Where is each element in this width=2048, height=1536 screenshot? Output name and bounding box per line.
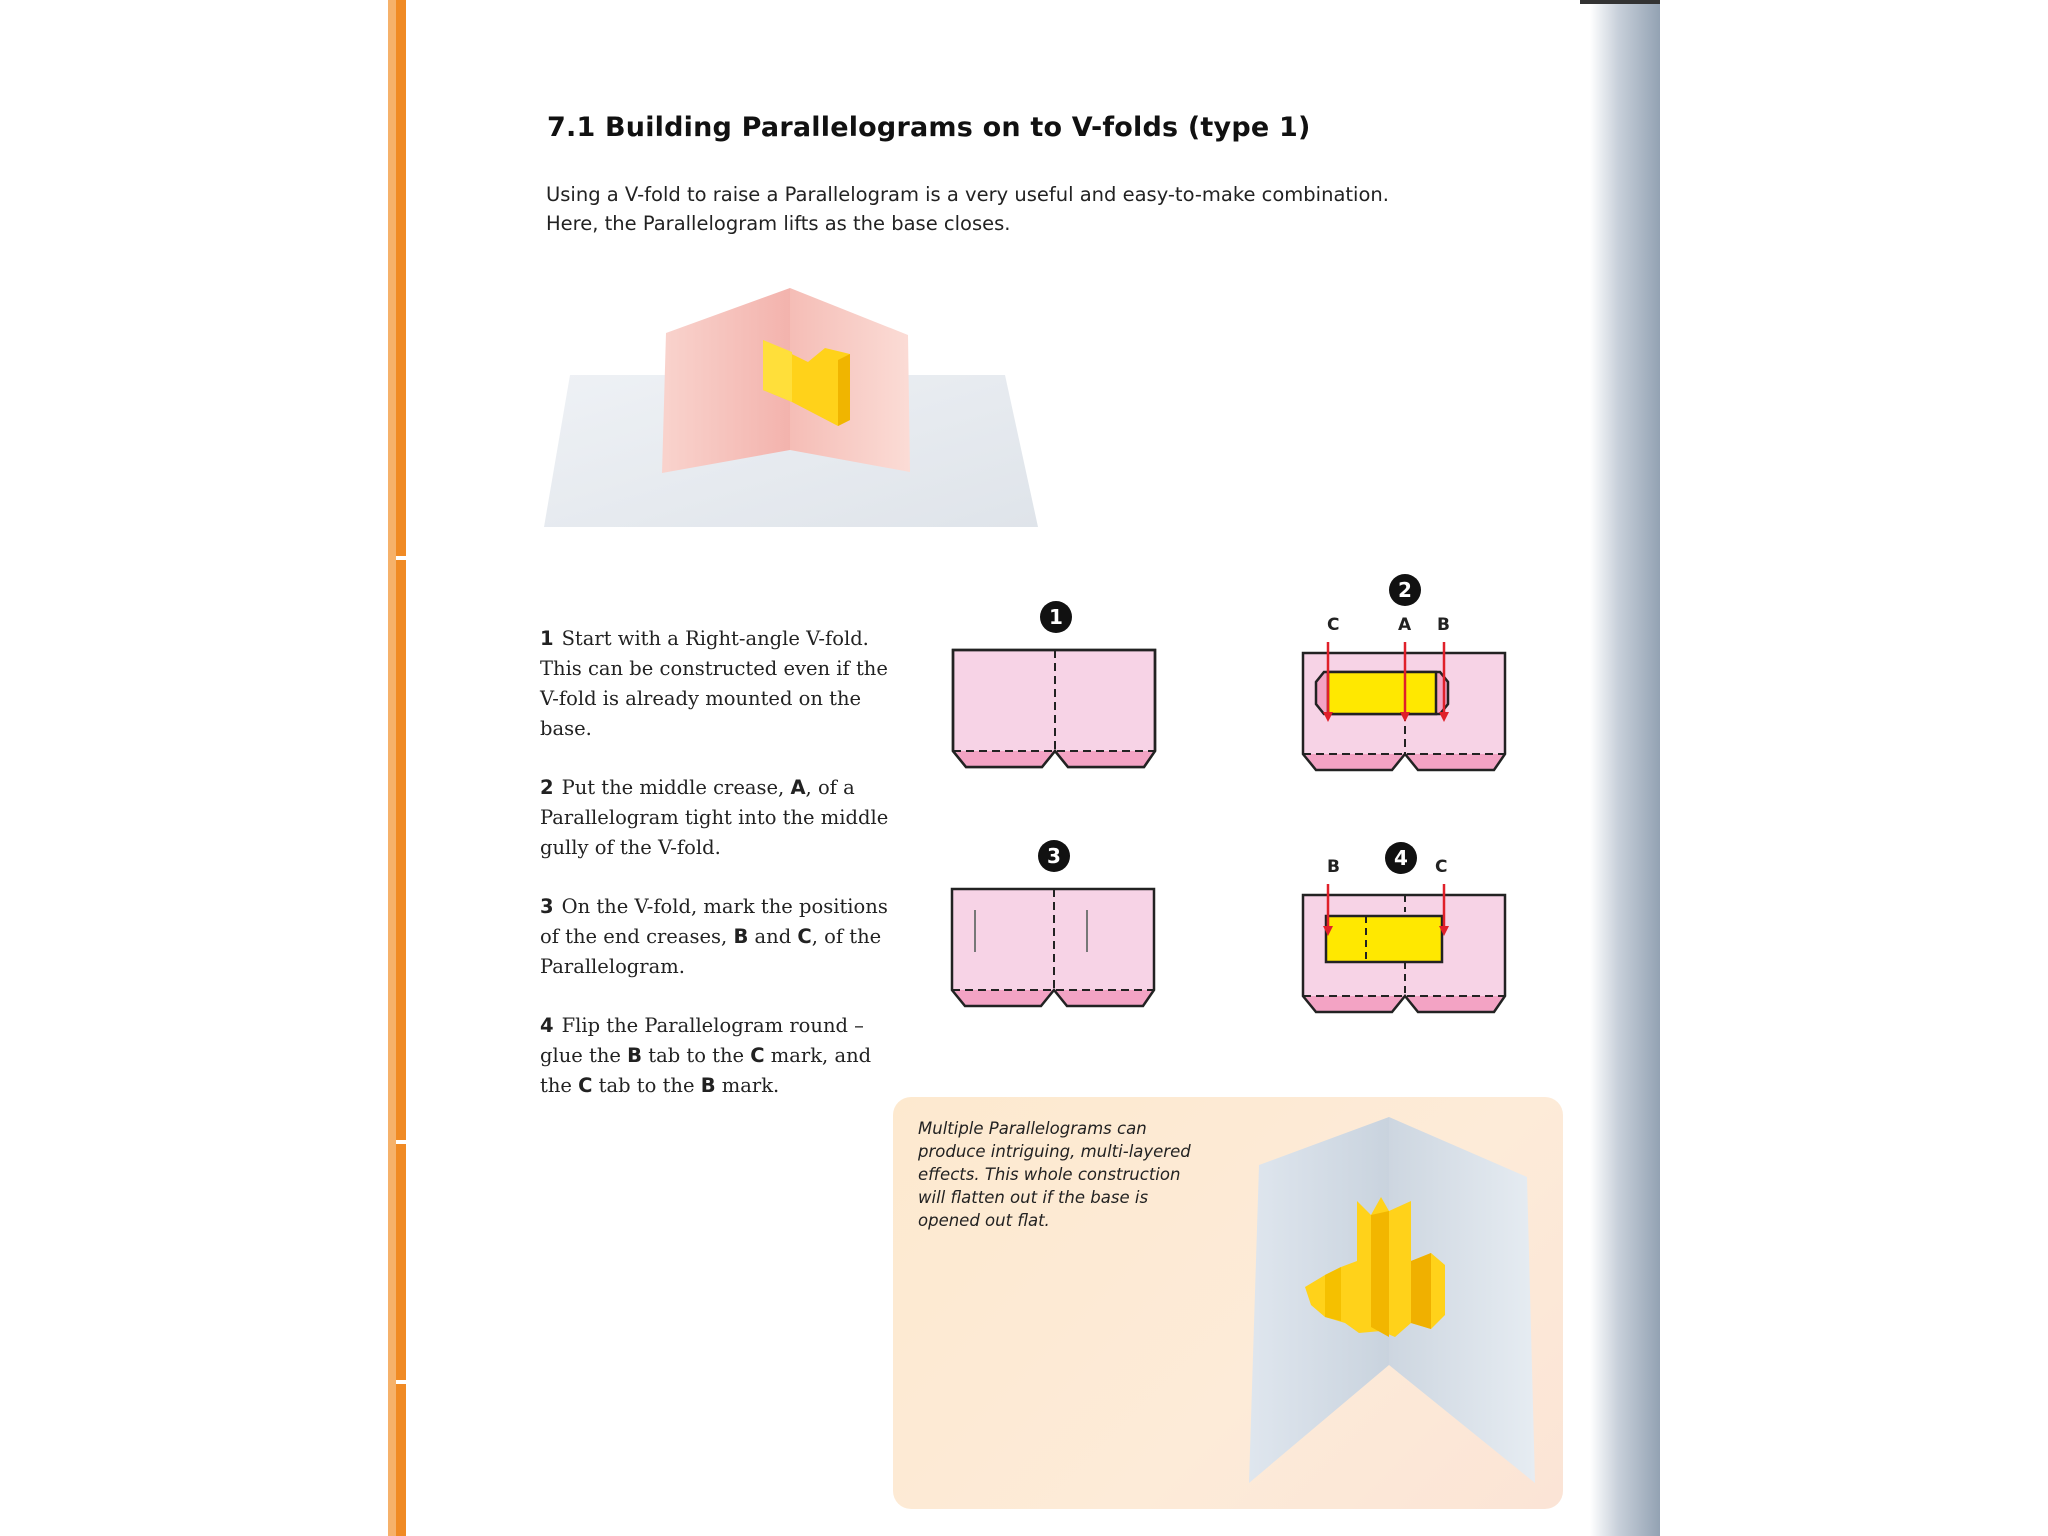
diagram-number-3: 3 — [1038, 840, 1070, 872]
step-text: and — [748, 925, 798, 948]
diagram-number-1: 1 — [1040, 601, 1072, 633]
crease-label: C — [797, 925, 812, 948]
step-text: Flip the Parallelogram round – glue the — [540, 1014, 864, 1067]
spine-tick — [396, 1380, 408, 1384]
diagram-4 — [1300, 880, 1516, 1015]
spine-tick — [396, 556, 408, 560]
multi-parallelogram-photo — [1245, 1115, 1545, 1490]
spine-orange-band — [396, 0, 406, 1536]
step-text: , of a Parallelogram tight into the middle gully of the V-fold. — [540, 776, 889, 859]
diagram-2 — [1300, 638, 1516, 773]
spine-edge — [388, 0, 396, 1536]
spine-tick — [396, 1140, 408, 1144]
label-c: C — [1327, 615, 1340, 635]
step-text: tab to the — [592, 1074, 701, 1097]
callout-caption: Multiple Parallelograms can produce intriguing, multi-layered effects. This whole construction will flatten out if the base is opened out flat. — [918, 1119, 1191, 1230]
crease-label: C — [578, 1074, 593, 1097]
diagram-3 — [949, 884, 1165, 1009]
page-top-edge — [1580, 0, 1660, 4]
step-3 — [540, 892, 890, 982]
crease-label: B — [700, 1074, 716, 1097]
crease-label: B — [627, 1044, 643, 1067]
diagram-1 — [950, 645, 1166, 770]
label-b: B — [1437, 615, 1450, 635]
step-2 — [540, 773, 890, 863]
label-b: B — [1327, 857, 1340, 877]
diagram-number-4: 4 — [1385, 842, 1417, 874]
step-4 — [540, 1011, 890, 1101]
intro-paragraph: Using a V-fold to raise a Parallelogram is a very useful and easy-to-make combination. Here, the Parallelogram lifts as the base closes. — [546, 183, 1389, 235]
crease-label: A — [790, 776, 806, 799]
diagram-number-2: 2 — [1389, 574, 1421, 606]
step-text: tab to the — [642, 1044, 751, 1067]
step-text: Put the middle crease, — [561, 776, 791, 799]
page-curl-shadow — [1590, 0, 1660, 1536]
label-c: C — [1435, 857, 1448, 877]
vfold-photo — [540, 280, 1060, 540]
step-text: On the V-fold, mark the positions of the end creases, — [540, 895, 888, 948]
step-text: mark. — [715, 1074, 780, 1097]
step-text: mark, and the — [540, 1044, 872, 1097]
crease-label: B — [733, 925, 749, 948]
step-number: 1 — [540, 627, 554, 650]
step-number: 3 — [540, 895, 554, 918]
crease-label: C — [750, 1044, 765, 1067]
step-text: Start with a Right-angle V-fold. This can be constructed even if the V-fold is already mounted on the base. — [540, 627, 888, 740]
instruction-steps — [540, 624, 890, 1130]
label-a: A — [1398, 615, 1412, 635]
step-number: 2 — [540, 776, 554, 799]
step-1 — [540, 624, 890, 744]
step-number: 4 — [540, 1014, 554, 1037]
section-title: 7.1 Building Parallelograms on to V-folds (type 1) — [547, 112, 1311, 143]
step-text: , of the Parallelogram. — [540, 925, 882, 978]
